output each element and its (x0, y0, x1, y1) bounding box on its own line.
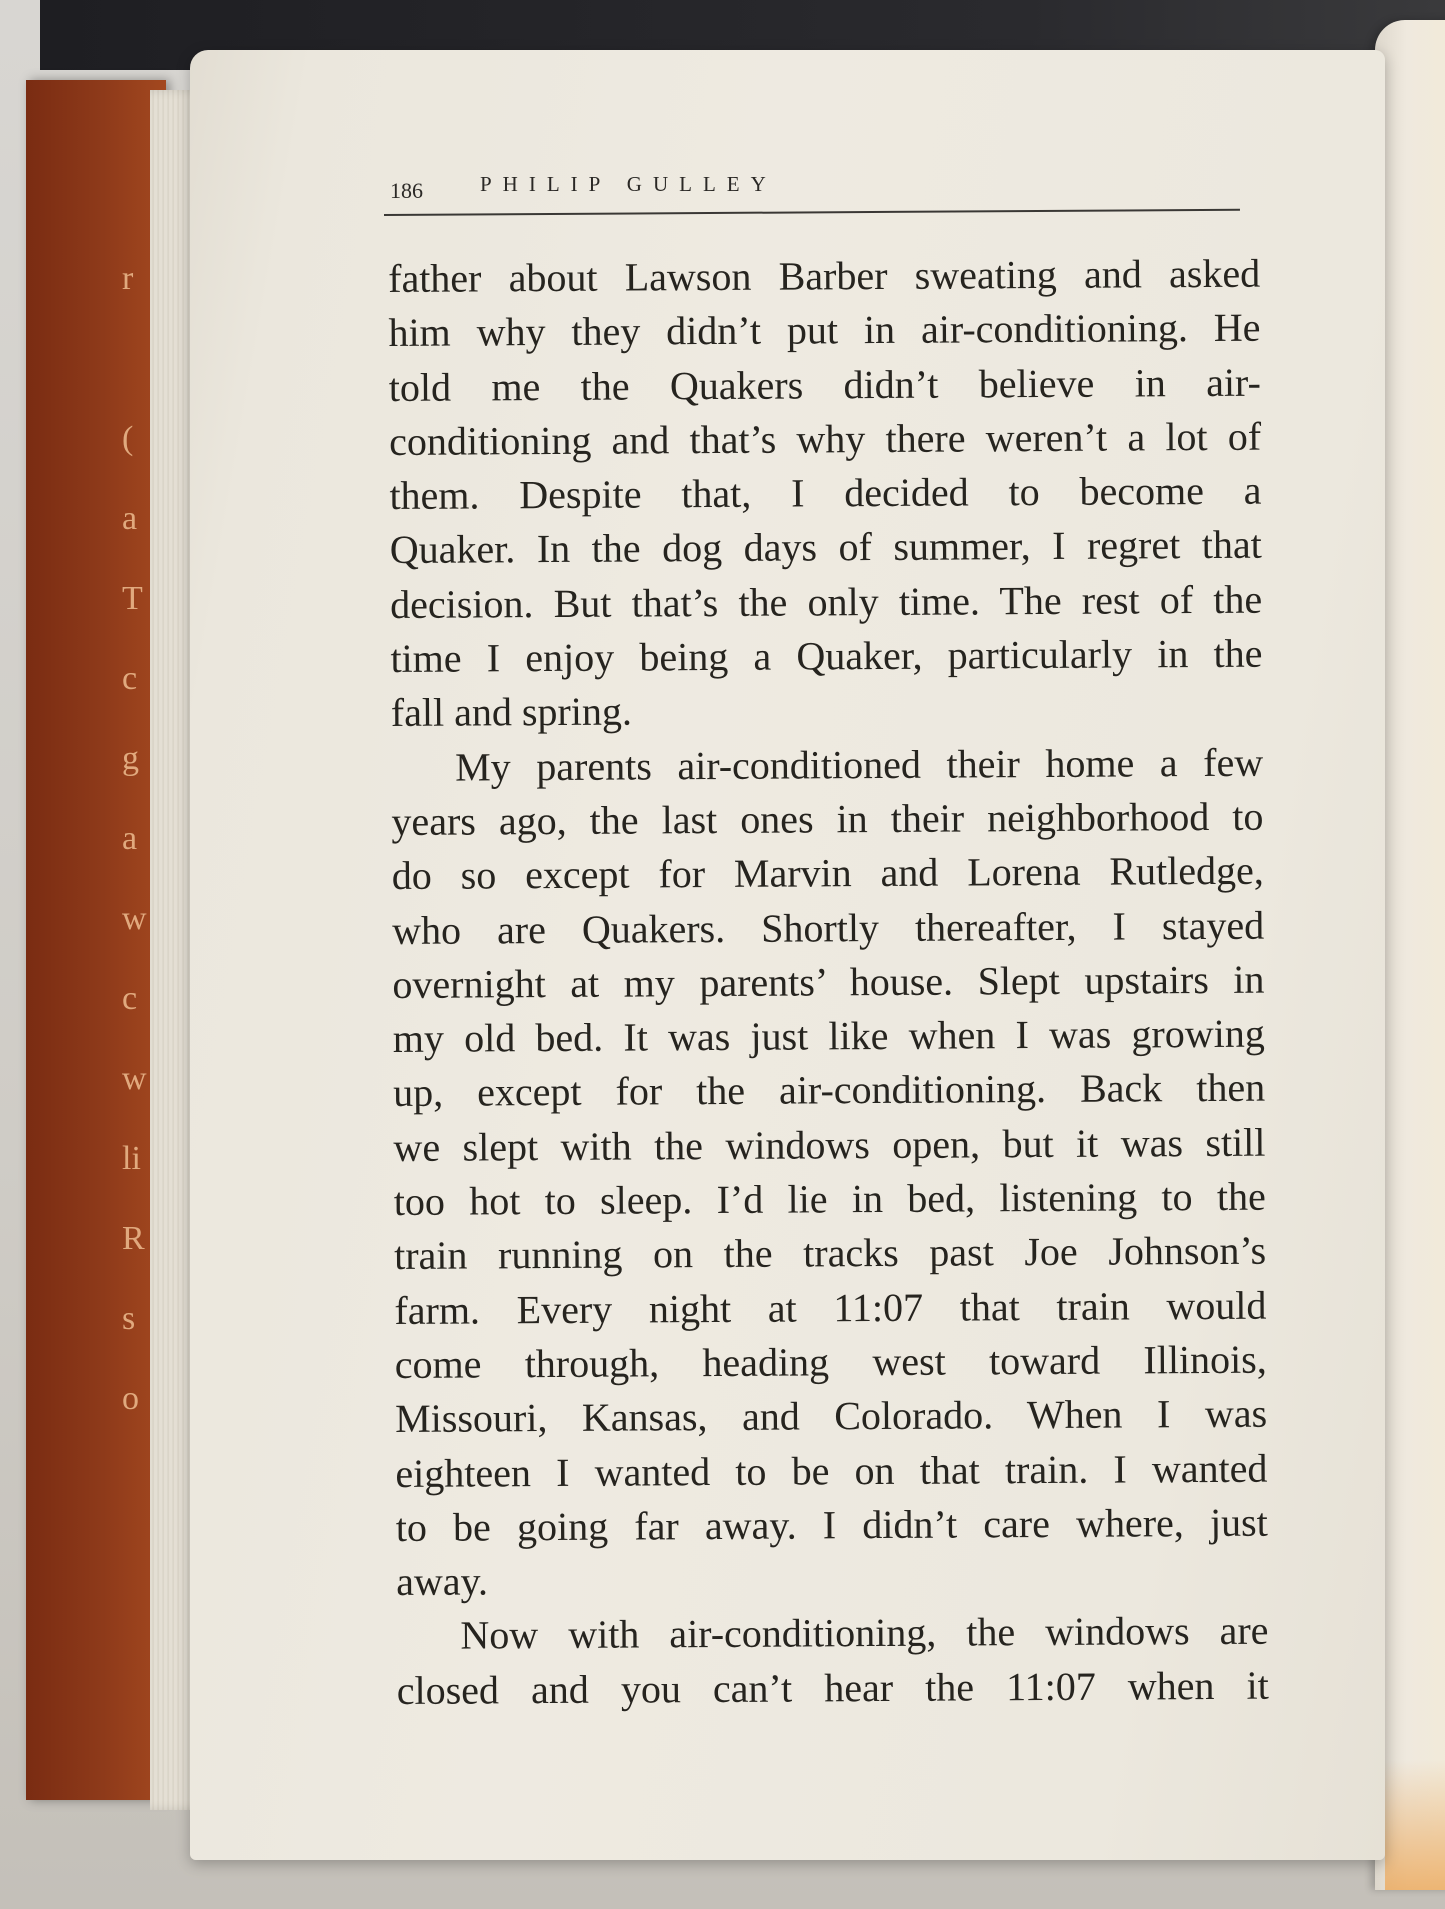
text-line: them. Despite that, I decided to become a (389, 467, 1262, 519)
text-line: train running on the tracks past Joe Johnson’s (393, 1227, 1267, 1279)
text-line: Now with air-conditioning, the windows are (460, 1608, 1269, 1659)
text-line: fall and spring. (390, 688, 633, 736)
jacket-letter: c (122, 980, 138, 1017)
text-line: closed and you can’t hear the 11:07 when it (396, 1662, 1269, 1713)
text-line: My parents air-conditioned their home a few (455, 739, 1264, 790)
page-number: 186 (390, 178, 423, 203)
jacket-letter: a (122, 500, 138, 537)
jacket-letter: o (122, 1380, 139, 1417)
text-line: farm. Every night at 11:07 that train would (394, 1282, 1267, 1333)
text-line: Quaker. In the dog days of summer, I regret that (389, 522, 1262, 573)
text-line: told me the Quakers didn’t believe in air- (388, 359, 1261, 410)
text-line: away. (395, 1558, 489, 1605)
text-line: years ago, the last ones in their neighborhood to (391, 793, 1264, 844)
running-head-author: PHILIP GULLEY (480, 172, 777, 196)
text-line: up, except for the air-conditioning. Back then (392, 1065, 1266, 1116)
book-jacket-flap (26, 80, 166, 1800)
facing-page-edge (1375, 20, 1445, 1890)
jacket-letter: w (122, 1060, 147, 1097)
jacket-letter: s (122, 1300, 136, 1337)
paragraph (388, 247, 1263, 741)
facing-page-tint (1385, 1760, 1445, 1890)
jacket-letter: T (122, 580, 143, 617)
jacket-letter: a (122, 820, 138, 857)
text-line: him why they didn’t put in air-conditioning. He (388, 304, 1261, 356)
text-line: overnight at my parents’ house. Slept upstairs in (392, 956, 1265, 1007)
text-line: father about Lawson Barber sweating and asked (388, 250, 1261, 301)
jacket-letter: r (122, 260, 134, 297)
text-line: conditioning and that’s why there weren’t a lot of (389, 413, 1262, 464)
jacket-letter: c (122, 660, 138, 697)
paragraph (391, 735, 1268, 1609)
text-line: too hot to sleep. I’d lie in bed, listening to the (393, 1173, 1266, 1225)
jacket-letter: li (122, 1140, 141, 1177)
text-line: who are Quakers. Shortly thereafter, I stayed (392, 902, 1265, 953)
paragraph (396, 1604, 1269, 1718)
body-text (388, 247, 1269, 1718)
jacket-letter: R (122, 1220, 145, 1257)
jacket-letter: ( (122, 420, 134, 457)
text-line: eighteen I wanted to be on that train. I wanted (395, 1445, 1268, 1496)
text-line: time I enjoy being a Quaker, particularly in the (390, 630, 1263, 682)
jacket-letter: g (122, 740, 139, 777)
text-line: do so except for Marvin and Lorena Rutledge, (391, 847, 1264, 899)
text-line: come through, heading west toward Illinois, (394, 1336, 1267, 1387)
text-line: Missouri, Kansas, and Colorado. When I was (394, 1390, 1268, 1442)
text-line: my old bed. It was just like when I was growing (392, 1010, 1265, 1062)
jacket-letter: w (122, 900, 147, 937)
text-line: we slept with the windows open, but it was still (393, 1119, 1266, 1170)
text-line: to be going far away. I didn’t care where, just (395, 1499, 1268, 1550)
running-head (390, 172, 1240, 208)
text-line: decision. But that’s the only time. The rest of the (390, 576, 1263, 627)
